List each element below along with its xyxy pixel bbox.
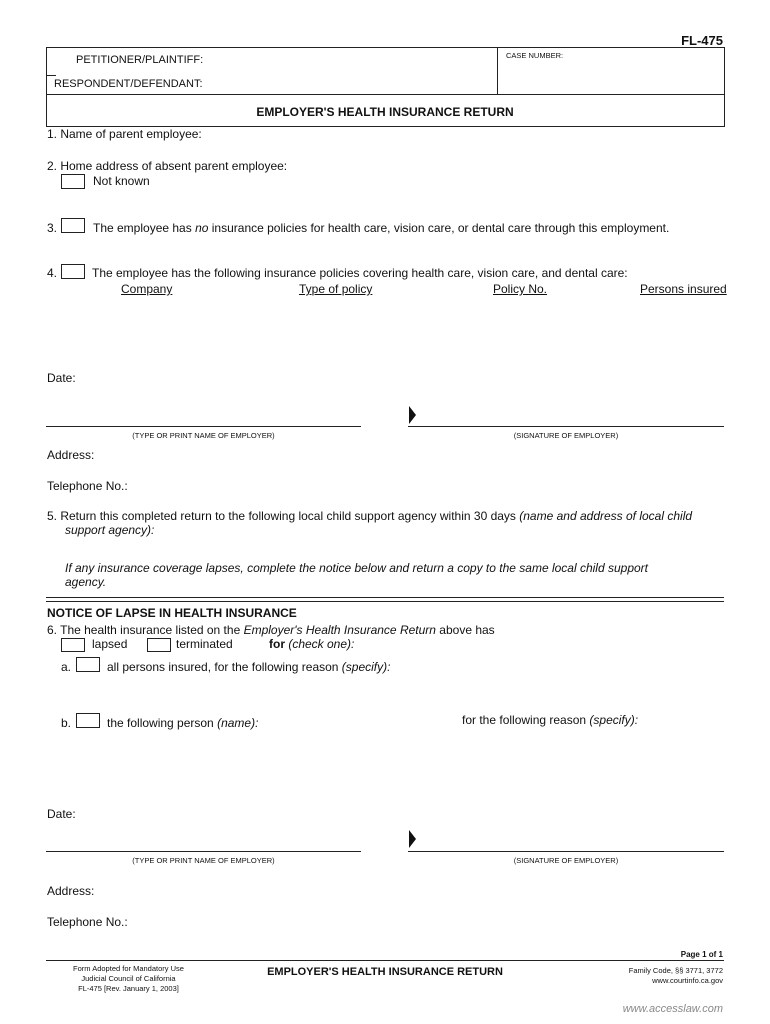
employer-signature-line[interactable]	[408, 426, 724, 427]
caption-divider	[46, 94, 724, 95]
item-5-text-cont: support agency):	[65, 523, 155, 537]
respondent-label: RESPONDENT/DEFENDANT:	[54, 78, 203, 90]
item-6b-label: b.	[61, 716, 72, 730]
item-3-text: The employee has no insurance policies for health care, vision care, or dental care through this employment.	[93, 221, 670, 235]
item-4-text: The employee has the following insurance policies covering health care, vision care, and dental care:	[92, 266, 628, 280]
form-title: EMPLOYER'S HEALTH INSURANCE RETURN	[256, 105, 514, 119]
caption-tick	[46, 75, 56, 76]
not-known-checkbox[interactable]	[61, 174, 85, 189]
employer-signature-caption: (SIGNATURE OF EMPLOYER)	[513, 431, 619, 440]
item-6a-label: a.	[61, 660, 72, 674]
column-company: Company	[121, 282, 173, 296]
item-6a-checkbox[interactable]	[76, 657, 100, 672]
item-4-checkbox[interactable]	[61, 264, 85, 279]
item-6b-text: the following person (name):	[107, 716, 259, 730]
signature-arrow-icon-2	[409, 830, 416, 848]
item-6-text: 6. The health insurance listed on the Employer's Health Insurance Return above has	[47, 623, 495, 637]
terminated-checkbox[interactable]	[147, 638, 171, 652]
item-6b-reason: for the following reason (specify):	[462, 713, 639, 727]
address-label: Address:	[47, 448, 95, 462]
lapse-note-cont: agency.	[65, 575, 107, 589]
petitioner-label: PETITIONER/PLAINTIFF:	[76, 54, 204, 66]
column-type-of-policy: Type of policy	[299, 282, 373, 296]
lapsed-label: lapsed	[92, 637, 128, 651]
item-3-checkbox[interactable]	[61, 218, 85, 233]
employer-signature-line-2[interactable]	[408, 851, 724, 852]
notice-heading: NOTICE OF LAPSE IN HEALTH INSURANCE	[47, 606, 297, 620]
item-3-number: 3.	[47, 221, 58, 235]
telephone-label: Telephone No.:	[47, 479, 128, 493]
terminated-label: terminated	[176, 637, 233, 651]
case-number-label: CASE NUMBER:	[506, 51, 564, 60]
item-1-label: 1. Name of parent employee:	[47, 127, 202, 141]
employer-name-line-2[interactable]	[46, 851, 361, 852]
lapse-note: If any insurance coverage lapses, complete the notice below and return a copy to the same local child support	[65, 561, 649, 575]
employer-name-line[interactable]	[46, 426, 361, 427]
not-known-label: Not known	[93, 174, 150, 188]
signature-arrow-icon	[409, 406, 416, 424]
page-number: Page 1 of 1	[680, 950, 723, 959]
form-id: FL-475	[681, 33, 723, 48]
watermark: www.accesslaw.com	[622, 1003, 723, 1015]
address-label-2: Address:	[47, 884, 95, 898]
date-label-2: Date:	[47, 807, 76, 821]
column-persons-insured: Persons insured	[640, 282, 727, 296]
item-6b-checkbox[interactable]	[76, 713, 100, 728]
footer-title: EMPLOYER'S HEALTH INSURANCE RETURN	[267, 966, 503, 978]
item-6a-text: all persons insured, for the following reason (specify):	[107, 660, 391, 674]
item-2-label: 2. Home address of absent parent employee:	[47, 159, 288, 173]
telephone-label-2: Telephone No.:	[47, 915, 128, 929]
employer-name-caption: (TYPE OR PRINT NAME OF EMPLOYER)	[132, 431, 275, 440]
employer-signature-caption-2: (SIGNATURE OF EMPLOYER)	[513, 856, 619, 865]
case-number-divider	[497, 47, 498, 94]
date-label: Date:	[47, 371, 76, 385]
employer-name-caption-2: (TYPE OR PRINT NAME OF EMPLOYER)	[132, 856, 275, 865]
section-rule-bottom	[46, 601, 724, 602]
section-rule-top	[46, 597, 724, 598]
footer-right: Family Code, §§ 3771, 3772 www.courtinfo.ca.gov	[628, 966, 723, 985]
column-policy-no: Policy No.	[493, 282, 548, 296]
footer-rule	[46, 960, 724, 961]
item-4-number: 4.	[47, 266, 58, 280]
footer-left: Form Adopted for Mandatory Use Judicial Council of California FL-475 [Rev. January 1, 2003]	[73, 964, 184, 993]
check-one-label: for (check one):	[269, 637, 355, 651]
item-5-text: 5. Return this completed return to the following local child support agency within 30 days (name and address of local child	[47, 509, 693, 523]
lapsed-checkbox[interactable]	[61, 638, 85, 652]
